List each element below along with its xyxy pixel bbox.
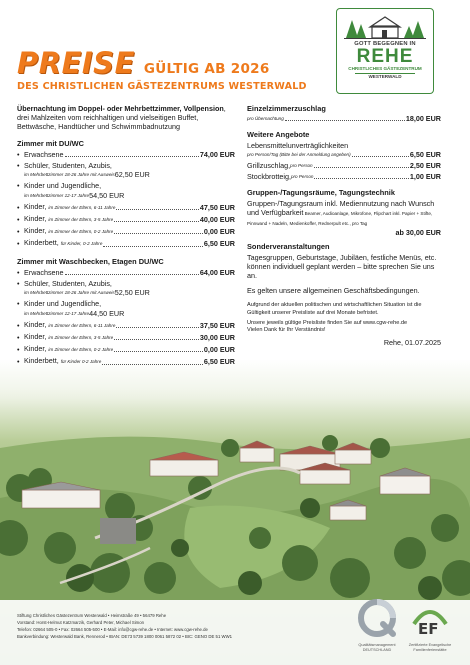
bullet-icon: • <box>17 161 20 171</box>
row-price: 2,50 EUR <box>409 161 441 171</box>
price-row <box>17 299 235 317</box>
gruppen-note: Beamer, Audioanlage, Mikrofone, Flipchart inkl. Papier + Stifte, Pinnwand + Nadeln, Medienkoffer, Rednerpult etc., pro Tag <box>247 210 433 227</box>
row-label: Kinderbett, <box>24 356 61 366</box>
gruppen-text-main: Gruppen-/Tagungsraum inkl. Mediennutzung nach Wunsch und Verfügbarkeit <box>247 198 435 217</box>
row-note: im Mehrbettzimmer 18-26 Jahre mit Ausweis <box>24 290 115 296</box>
price-row <box>17 181 235 199</box>
row-note: im Mehrbettzimmer 12-17 Jahre <box>24 192 90 198</box>
grill-row <box>247 161 441 170</box>
price-row <box>17 226 235 236</box>
gruppen-head: Gruppen-/Tagungsräume, Tagungstechnik <box>247 188 395 198</box>
row-price: 52,50 EUR <box>114 288 150 298</box>
row-label: Stockbrotteig, <box>247 172 291 182</box>
row-note: im Zimmer der Eltern, 3-5 Jahre <box>48 335 114 341</box>
price-row <box>17 161 235 179</box>
dot-leader <box>114 351 203 352</box>
bullet-icon: • <box>17 320 20 330</box>
footer-text <box>17 613 347 641</box>
lebens-row <box>247 150 441 159</box>
row-label: Kinder und Jugendliche, <box>24 299 102 309</box>
dot-leader <box>114 339 199 340</box>
row-label: Erwachsene <box>24 149 64 159</box>
row-label: Grillzuschlag, <box>247 161 291 171</box>
row-note: pro Übernachtung <box>247 116 284 122</box>
bullet-icon: • <box>17 181 20 191</box>
aerial-photo <box>0 388 470 600</box>
price-row <box>17 279 235 297</box>
row-price: 54,50 EUR <box>89 190 125 200</box>
section-head-wb: Zimmer mit Waschbecken, Etagen DU/WC <box>17 256 164 266</box>
ezz-row <box>247 114 441 123</box>
row-price: 74,00 EUR <box>199 149 235 159</box>
row-note: für Kinder 0-2 Jahre <box>60 359 102 365</box>
row-label: Kinder und Jugendliche, <box>24 181 102 191</box>
dot-leader <box>102 364 202 365</box>
row-price: 37,50 EUR <box>199 320 235 330</box>
row-note: im Zimmer der Eltern, 6-11 Jahre <box>48 204 116 210</box>
footer-line2: Vorstand: Horst-Helmut Katzmarzik, Gerhard Peter, Michael Simon <box>17 619 145 625</box>
price-row <box>17 268 235 277</box>
dot-leader <box>314 167 409 168</box>
logo-line2: WESTERWALD <box>355 73 415 80</box>
sonder-text: Tagesgruppen, Geburtstage, Jubiläen, festliche Menüs, etc. können individuell geplant werden – bitte sprechen Sie uns an. <box>247 252 437 281</box>
price-row <box>17 238 235 248</box>
row-label: Kinder, <box>24 319 49 329</box>
price-row <box>17 320 235 330</box>
row-label: Kinder, <box>24 332 49 342</box>
dot-leader <box>65 274 199 275</box>
row-price: 6,50 EUR <box>203 357 235 367</box>
header-title <box>17 46 270 80</box>
bullet-icon: • <box>17 149 20 159</box>
row-note: im Zimmer der Eltern, 6-11 Jahre <box>48 322 116 328</box>
row-label: Kinder, <box>24 214 49 224</box>
price-row <box>17 332 235 342</box>
dot-leader <box>116 209 198 210</box>
price-row <box>17 356 235 366</box>
footer-line1: Stiftung Christliches Gästezentrum Westerwald • Heimstraße 49 • 56479 Rehe <box>17 613 167 618</box>
intro-bold: Übernachtung im Doppel- oder Mehrbettzimmer, Vollpension <box>17 104 224 113</box>
price-row <box>17 344 235 354</box>
row-note: im Zimmer der Eltern, 3-5 Jahre <box>48 217 114 223</box>
church-landscape-icon <box>342 12 428 40</box>
row-label: Kinderbett, <box>24 238 61 248</box>
dot-leader <box>352 156 409 157</box>
logo-top: GOTT BEGEGNEN IN <box>354 41 416 47</box>
footer-line3: Telefon: 02664 505-0 • Fax: 02664 505-500 • E-Mail: info@cgw-rehe.de • Internet: www.cgw-rehe.de <box>17 626 208 632</box>
dot-leader <box>314 178 408 179</box>
row-label: Schüler, Studenten, Azubis, <box>24 161 112 171</box>
bullet-icon: • <box>17 239 20 249</box>
row-price: 6,50 EUR <box>203 239 235 249</box>
row-note: pro Person <box>290 174 314 180</box>
row-label: Schüler, Studenten, Azubis, <box>24 279 112 289</box>
left-column <box>17 104 235 369</box>
row-price: 1,00 EUR <box>409 172 441 182</box>
ezz-head: Einzelzimmerzuschlag <box>247 104 326 113</box>
row-price: 0,00 EUR <box>203 227 235 237</box>
dot-leader <box>285 120 405 121</box>
row-price: 30,00 EUR <box>199 333 235 343</box>
price-row <box>17 214 235 224</box>
price-row <box>17 202 235 212</box>
intro-rest: , drei Mahlzeiten vom reichhaltigen und vielseitigen Buffet, Bettwäsche, Handtücher und Schwimmbadnutzung <box>17 104 226 132</box>
row-label: Erwachsene <box>24 267 64 277</box>
weitere-head: Weitere Angebote <box>247 130 310 140</box>
row-price: 64,00 EUR <box>199 267 235 277</box>
section-head-dwc: Zimmer mit DU/WC <box>17 138 84 148</box>
row-price: 18,00 EUR <box>405 114 441 124</box>
row-price: 44,50 EUR <box>89 308 125 318</box>
dot-leader <box>114 221 199 222</box>
bullet-icon: • <box>17 345 20 355</box>
sonder-head: Sonderveranstaltungen <box>247 242 330 252</box>
note-website: Unsere jeweils gültige Preisliste finden Sie auf www.cgw-rehe.de <box>247 319 408 326</box>
bullet-icon: • <box>17 202 20 212</box>
title-line2: DES CHRISTLICHEN GÄSTEZENTRUMS WESTERWALD <box>17 81 307 92</box>
row-note: für Kinder, 0-2 Jahre <box>60 241 103 247</box>
quality-q-icon <box>357 598 397 638</box>
title-main: PREISE <box>17 46 135 80</box>
bullet-icon: • <box>17 267 20 277</box>
quality-badge <box>353 598 401 652</box>
dot-leader <box>116 327 198 328</box>
row-price: 0,00 EUR <box>203 345 235 355</box>
gruppen-text <box>247 199 441 229</box>
logo <box>336 8 434 94</box>
dot-leader <box>114 233 203 234</box>
row-price: 47,50 EUR <box>199 202 235 212</box>
row-note: im Mehrbettzimmer 18-26 Jahre mit Ausweis <box>24 172 115 178</box>
footer-line4: Bankverbindung: Westerwald Bank, Rennerod • IBAN: DE73 5739 1800 0061 5872 02 • BIC: GENO DE 51 WW1 <box>17 633 233 639</box>
logo-name: REHE <box>356 46 414 67</box>
row-price: 6,50 EUR <box>409 149 441 159</box>
row-price: 62,50 EUR <box>114 170 150 180</box>
bullet-icon: • <box>17 215 20 225</box>
lebens-label: Lebensmittelunverträglichkeiten <box>247 140 349 150</box>
title-sub: GÜLTIG AB 2026 <box>143 61 270 77</box>
note-thanks: Vielen Dank für Ihr Verständnis! <box>247 327 326 334</box>
row-price: 40,00 EUR <box>199 215 235 225</box>
bullet-icon: • <box>17 227 20 237</box>
bullet-icon: • <box>17 299 20 309</box>
row-label: Kinder, <box>24 201 49 211</box>
bullet-icon: • <box>17 333 20 343</box>
row-note: pro Person/Tag (Bitte bei der Anmeldung angeben) <box>247 151 351 157</box>
ef-badge <box>405 598 455 658</box>
gruppen-price: ab 30,00 EUR <box>395 228 441 238</box>
row-note: im Zimmer der Eltern, 0-2 Jahre <box>48 347 114 353</box>
bullet-icon: • <box>17 357 20 367</box>
note-validity: Aufgrund der aktuellen politischen und wirtschaftlichen Situation ist die Gültigkeit unserer Preisliste auf drei Monate befristet. <box>247 302 422 316</box>
price-row <box>17 150 235 159</box>
ef-caption: Zertifizierte Evangelische Familienferienstätte <box>408 643 452 652</box>
logo-line1: CHRISTLICHES GÄSTEZENTRUM <box>348 66 422 71</box>
agb-text: Es gelten unsere allgemeinen Geschäftsbedingungen. <box>247 286 420 296</box>
row-note: im Zimmer der Eltern, 0-2 Jahre <box>48 229 114 235</box>
row-label: Kinder, <box>24 226 49 236</box>
quality-caption: Qualitätsmanagement DEUTSCHLAND <box>358 643 396 652</box>
svg-text:EF: EF <box>418 620 439 638</box>
right-column <box>247 104 441 347</box>
intro-text <box>17 104 235 132</box>
row-label: Kinder, <box>24 344 49 354</box>
dot-leader <box>65 156 199 157</box>
dot-leader <box>103 246 202 247</box>
bullet-icon: • <box>17 279 20 289</box>
date: Rehe, 01.07.2025 <box>383 338 441 348</box>
family-ef-icon <box>408 598 452 638</box>
row-note: pro Person <box>290 163 313 169</box>
stock-row <box>247 172 441 181</box>
row-note: im Mehrbettzimmer 12-17 Jahre <box>24 310 90 316</box>
